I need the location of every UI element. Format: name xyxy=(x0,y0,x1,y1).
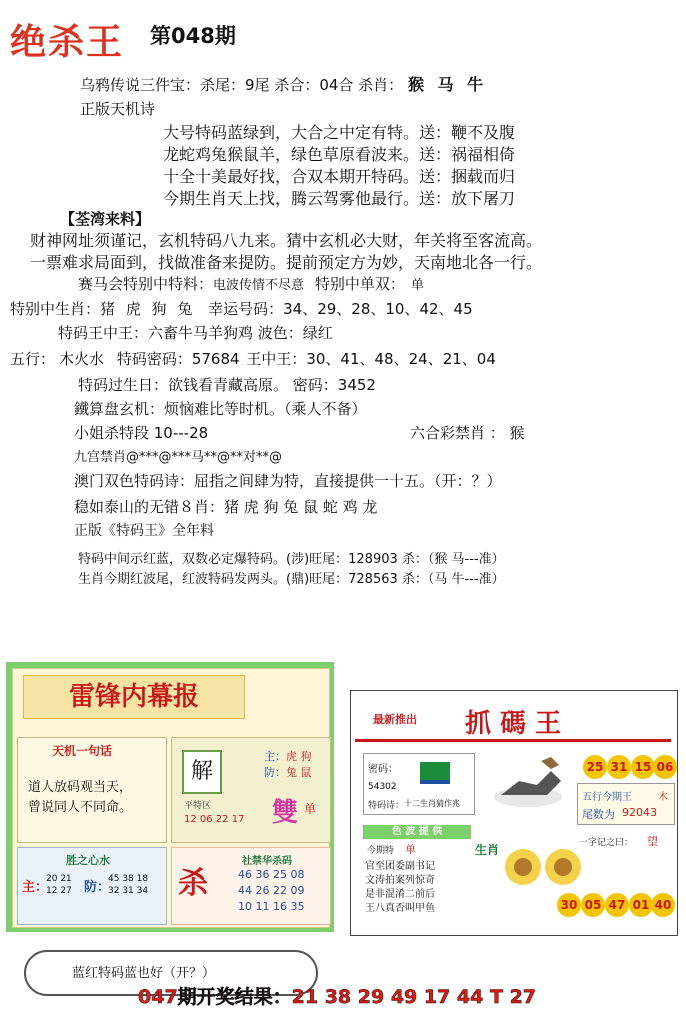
dan-char: 单 xyxy=(304,802,317,816)
king-line: 特码王中王：六畜牛马羊狗鸡 波色：绿红 xyxy=(58,324,333,342)
sebo-banner: 色 波 提 供 xyxy=(363,825,471,839)
kill-row-2: 44 26 22 09 xyxy=(238,884,305,897)
left-panel-title: 雷锋内幕报 xyxy=(23,675,245,719)
crow-zodiac: 猴 马 牛 xyxy=(407,75,488,94)
note-line-1: 特码中间示红蓝，双数必定爆特码。(涉)旺尾：128903 杀：（猴 马---准） xyxy=(78,552,505,567)
wisdom-label: 一字记之曰： xyxy=(579,838,634,848)
main-label: 主： xyxy=(264,750,286,763)
macau-line: 澳门双色特码诗：屈指之间肆为特，直接提供一十五。（开：？） xyxy=(74,472,502,490)
tianji-poem-2: 曾说同人不同命。 xyxy=(28,800,133,815)
bottom-ball-4: 01 xyxy=(629,893,653,917)
fortune-line-1: 财神网址须谨记，玄机特码八九来。猜中玄机必大财，年关将至客流高。 xyxy=(30,231,543,250)
poem-line-1: 大号特码蓝绿到，大合之中定有特。送：鞭不及腹 xyxy=(163,123,516,142)
nine-palace-line: 九宫禁肖@***@***马**@**对**@ xyxy=(74,450,283,465)
jinqi-label: 今期特 xyxy=(367,846,395,856)
core-box xyxy=(17,847,167,925)
shuang-char: 雙 xyxy=(272,798,299,828)
core-fang-label: 防： xyxy=(84,880,111,895)
wuxing-value: 木 xyxy=(658,792,668,803)
code-label: 特码密码： xyxy=(116,350,192,368)
miss-line: 小姐杀特段 10---28 xyxy=(74,424,209,442)
horse-label-2: 特别中单双： xyxy=(314,275,405,293)
zodiac-line xyxy=(10,298,473,319)
bottom-ball-3: 47 xyxy=(605,893,629,917)
text-line-4: 王八真否叫甲鱼 xyxy=(365,903,435,914)
cloud-text: 蓝红特码蓝也好（开？） xyxy=(72,966,216,981)
core-main-1: 20 21 xyxy=(46,874,72,884)
crow-text: 乌鸦传说三件宝：杀尾：9尾 杀合：04合 杀肖： xyxy=(80,76,404,94)
brand-title: 绝杀王 xyxy=(10,21,125,63)
core-fang-1: 45 38 18 xyxy=(108,874,149,884)
note-line-2: 生肖今期红波尾，红波特码发两头。(鼎)旺尾：728563 杀：（马 牛---准） xyxy=(78,572,505,587)
left-panel-inner xyxy=(12,668,330,928)
core-label: 胜之心水 xyxy=(66,854,110,867)
main-line xyxy=(264,748,312,764)
logo-icon xyxy=(420,762,450,784)
bottom-ball-2: 05 xyxy=(581,893,605,917)
kill-box xyxy=(171,847,331,925)
bottom-ball-5: 40 xyxy=(651,893,675,917)
zodiac-values: 猪 虎 狗 兔 xyxy=(100,300,196,318)
king-label: 王中王： xyxy=(246,350,307,368)
elements-line xyxy=(10,348,496,369)
tianji-label: 天机一句话 xyxy=(52,744,113,758)
tmshi-value: 十二生肖猜作兆 xyxy=(404,799,460,808)
right-panel-header xyxy=(355,695,671,742)
result-line: 047期开奖结果：21 38 29 49 17 44 T 27 xyxy=(138,986,537,1008)
sha-char: 杀 xyxy=(178,866,208,901)
horse-value: 电波传情不尽意 xyxy=(213,278,305,293)
horse-value-2: 单 xyxy=(410,278,424,293)
crow-line xyxy=(80,72,487,95)
top-ball-3: 15 xyxy=(631,755,655,779)
horse-illustration-icon xyxy=(481,751,575,817)
poem-line-2: 龙蛇鸡兔猴鼠羊，绿色草原看波来。送：祸福相倚 xyxy=(163,145,516,164)
text-line-2: 文涛拍案列惊奇 xyxy=(365,875,435,886)
text-line-1: 官至团委副书记 xyxy=(365,861,435,872)
weishu-value: 92043 xyxy=(622,806,657,819)
left-panel xyxy=(6,662,334,932)
elements-label: 五行： xyxy=(10,350,56,368)
mima-box xyxy=(363,753,475,815)
wuxing-box xyxy=(577,783,675,825)
issue-number: 第048期 xyxy=(150,24,236,48)
jie-char: 解 xyxy=(182,750,222,794)
top-ball-1: 25 xyxy=(583,755,607,779)
lucky-label: 幸运号码： xyxy=(208,300,284,318)
abacus-line: 鐵算盘玄机：烦恼难比等时机。（乘人不备） xyxy=(74,400,367,418)
right-panel-title: 抓 碼 王 xyxy=(465,709,562,739)
jinqi-value: 单 xyxy=(405,843,416,856)
mima-value: 54302 xyxy=(368,782,397,792)
wuxing-label: 五行今期王 xyxy=(582,792,632,803)
ping-label: 平特区 xyxy=(184,801,212,811)
taishan-line: 稳如泰山的无错８肖：猪 虎 狗 兔 鼠 蛇 鸡 龙 xyxy=(74,498,378,516)
poem-line-4: 今期生肖天上找，腾云驾雾他最行。送：放下屠刀 xyxy=(163,189,516,208)
main-values: 虎 狗 xyxy=(286,750,312,763)
tianji-box xyxy=(17,737,167,843)
top-ball-2: 31 xyxy=(607,755,631,779)
text-line-3: 是非混淆二前后 xyxy=(365,889,435,900)
mima-label: 密码： xyxy=(368,764,398,775)
quanwan-label: 【荃湾来料】 xyxy=(60,210,151,228)
zodiac-images-icon xyxy=(501,841,585,895)
ping-numbers: 12 06 22 17 xyxy=(184,814,245,825)
wisdom-value: 望 xyxy=(647,835,658,848)
tmshi-label: 特码诗： xyxy=(368,801,405,811)
king-values: 30、41、48、24、21、04 xyxy=(306,350,496,368)
horse-line xyxy=(78,273,424,294)
poem-line-3: 十全十美最好找，合双本期开特码。送：捆载而归 xyxy=(163,167,516,186)
kill-title: 社禁华杀码 xyxy=(242,856,292,867)
core-fang-2: 32 31 34 xyxy=(108,886,149,896)
fang-line xyxy=(264,764,312,780)
core-main-2: 12 27 xyxy=(46,886,72,896)
birthday-line: 特码过生日：欲钱看青藏高原。 密码：3452 xyxy=(78,376,376,394)
fortune-line-2: 一票难求局面到，找做准备来提防。提前预定方为妙，天南地北各一行。 xyxy=(30,253,543,272)
core-main-label: 主： xyxy=(22,880,49,895)
lucky-numbers: 34、29、28、10、42、45 xyxy=(283,300,473,318)
code-value: 57684 xyxy=(191,350,240,368)
horse-label: 赛马会特别中特料： xyxy=(78,275,214,293)
fang-label: 防： xyxy=(264,766,286,779)
right-panel xyxy=(350,690,678,936)
latest-label: 最新推出 xyxy=(373,713,417,726)
poem-heading: 正版天机诗 xyxy=(80,100,156,118)
annual-line: 正版《特码王》全年料 xyxy=(74,523,214,539)
zodiac-label: 特别中生肖： xyxy=(10,300,101,318)
kill-row-3: 10 11 16 35 xyxy=(238,900,305,913)
elements-values: 木火水 xyxy=(59,350,105,368)
weishu-label: 尾数为 xyxy=(582,808,615,821)
tianji-poem-1: 道人放码观当天， xyxy=(28,780,133,795)
kill-row-1: 46 36 25 08 xyxy=(238,868,305,881)
fang-values: 兔 鼠 xyxy=(286,766,312,779)
top-ball-4: 06 xyxy=(653,755,677,779)
shengxiao-label: 生肖 xyxy=(475,843,500,857)
main-fang-box xyxy=(171,737,331,843)
liuhe-line: 六合彩禁肖 ： 猴 xyxy=(410,424,525,442)
bottom-ball-1: 30 xyxy=(557,893,581,917)
